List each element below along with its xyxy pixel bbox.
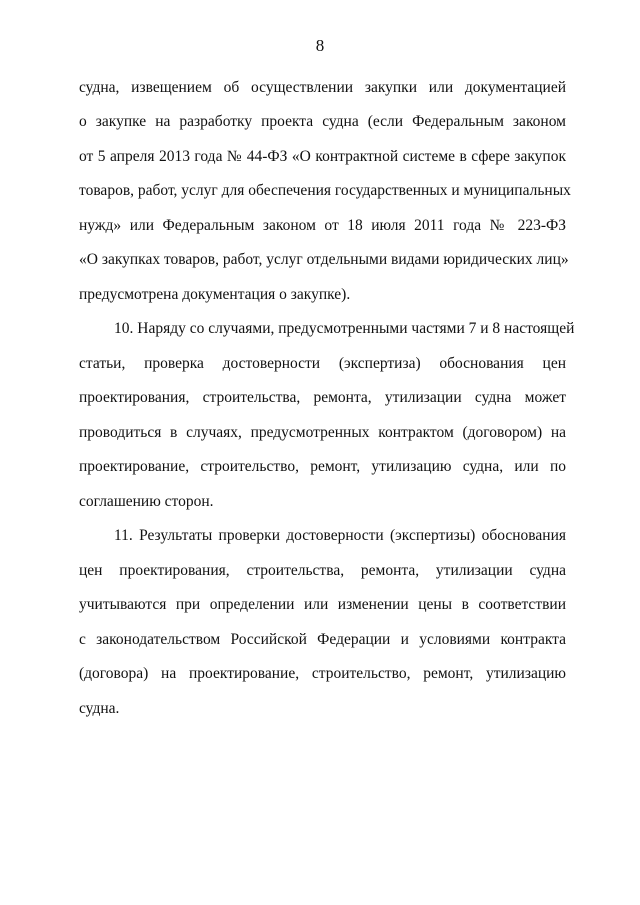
text-line: товаров, работ, услуг для обеспечения государственных и муниципальных: [79, 182, 571, 199]
text-line: учитываются при определении или изменении цены в соответствии: [79, 596, 566, 613]
text-line: 11. Результаты проверки достоверности (экспертизы) обоснования: [114, 527, 566, 544]
text-line: (договора) на проектирование, строительство, ремонт, утилизацию: [79, 665, 566, 682]
text-line: соглашению сторон.: [79, 493, 214, 510]
text-line: судна.: [79, 700, 120, 717]
text-line: предусмотрена документация о закупке).: [79, 286, 351, 303]
text-line: проектирование, строительство, ремонт, утилизацию судна, или по: [79, 458, 566, 475]
text-line: с законодательством Российской Федерации и условиями контракта: [79, 631, 566, 648]
text-line: от 5 апреля 2013 года № 44-ФЗ «О контрактной системе в сфере закупок: [79, 148, 566, 165]
text-line: проводиться в случаях, предусмотренных контрактом (договором) на: [79, 424, 566, 441]
text-line: судна, извещением об осуществлении закупки или документацией: [79, 79, 566, 96]
text-line: статьи, проверка достоверности (экспертиза) обоснования цен: [79, 355, 566, 372]
text-line: проектирования, строительства, ремонта, утилизации судна может: [79, 389, 566, 406]
text-line: «О закупках товаров, работ, услуг отдельными видами юридических лиц»: [79, 251, 569, 268]
text-line: о закупке на разработку проекта судна (если Федеральным законом: [79, 113, 566, 130]
text-line: нужд» или Федеральным законом от 18 июля 2011 года № 223-ФЗ: [79, 217, 566, 234]
text-line: 10. Наряду со случаями, предусмотренными частями 7 и 8 настоящей: [114, 320, 575, 337]
page-number: 8: [315, 36, 325, 55]
text-line: цен проектирования, строительства, ремонта, утилизации судна: [79, 562, 566, 579]
